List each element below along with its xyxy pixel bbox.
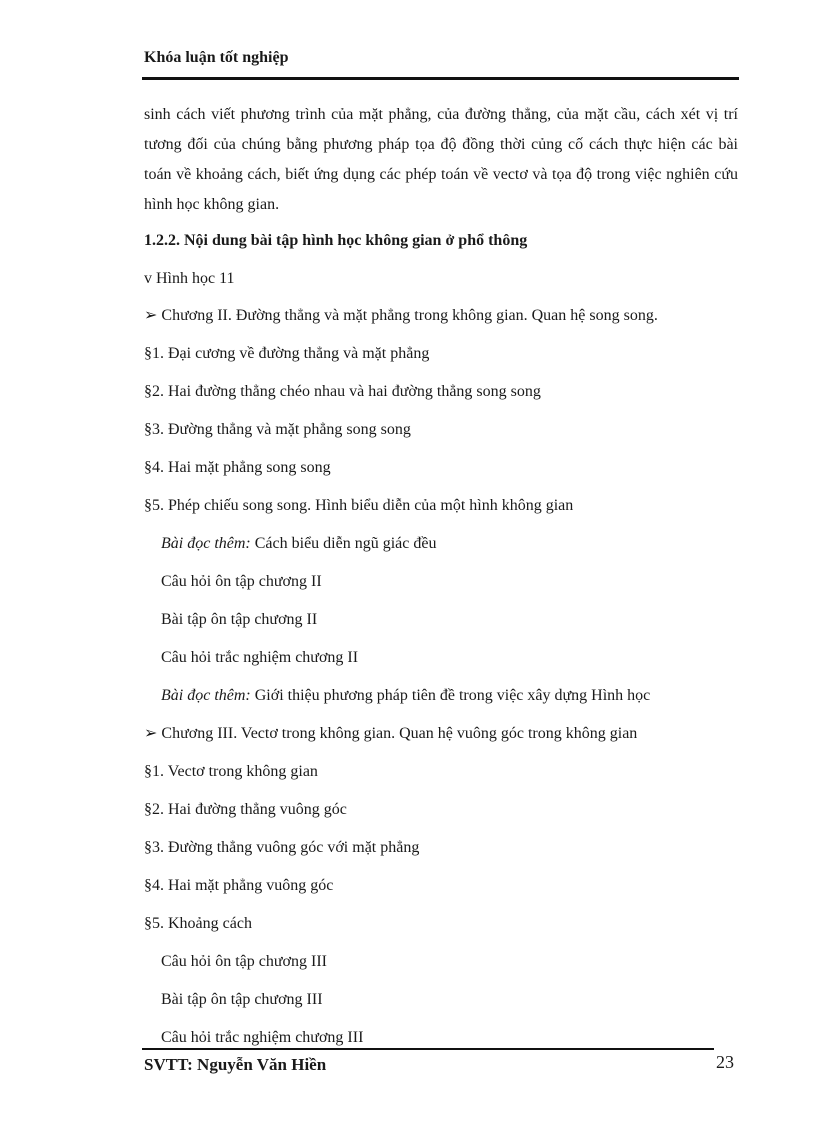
page-number: 23 [716, 1052, 734, 1072]
list-item-chuong-3: ➢ Chương III. Vectơ trong không gian. Quan hệ vuông góc trong không gian [144, 725, 638, 742]
list-item: §1. Vectơ trong không gian [144, 763, 318, 780]
list-item: §1. Đại cương về đường thẳng và mặt phẳng [144, 345, 430, 362]
footer-author: SVTT: Nguyễn Văn Hiền [144, 1055, 327, 1074]
footer-divider [142, 1048, 714, 1050]
header-divider [142, 77, 739, 80]
page-header-title: Khóa luận tốt nghiệp [144, 49, 289, 66]
list-item-hinh-hoc-11: v Hình học 11 [144, 270, 235, 287]
reading-label: Bài đọc thêm: [161, 535, 251, 552]
list-item: Câu hỏi ôn tập chương III [161, 953, 327, 970]
reading-text: Cách biểu diễn ngũ giác đều [250, 535, 437, 552]
list-item: Bài tập ôn tập chương II [161, 611, 318, 628]
list-item: Câu hỏi ôn tập chương II [161, 573, 322, 590]
list-item-reading [161, 686, 650, 706]
list-item-reading [161, 534, 436, 554]
list-item: §2. Hai đường thẳng vuông góc [144, 801, 347, 818]
list-item: §2. Hai đường thẳng chéo nhau và hai đường thẳng song song [144, 383, 541, 400]
intro-paragraph: sinh cách viết phương trình của mặt phẳng, của đường thẳng, của mặt cầu, cách xét vị trí tương đối của chúng bằng phương pháp tọa độ đồng thời củng cố cách thực hiện các bài toán về khoảng cách, biết ứng dụng các phép toán về vectơ và tọa độ trong việc nghiên cứu hình học không gian. [144, 106, 738, 213]
list-item: §4. Hai mặt phẳng vuông góc [144, 877, 334, 894]
list-item: §5. Khoảng cách [144, 915, 252, 932]
list-item: Câu hỏi trắc nghiệm chương III [161, 1029, 364, 1046]
list-item: §4. Hai mặt phẳng song song [144, 459, 331, 476]
reading-label: Bài đọc thêm: [161, 687, 251, 704]
list-item: Câu hỏi trắc nghiệm chương II [161, 649, 359, 666]
list-item-chuong-2: ➢ Chương II. Đường thẳng và mặt phẳng trong không gian. Quan hệ song song. [144, 307, 658, 324]
list-item: §5. Phép chiếu song song. Hình biểu diễn của một hình không gian [144, 497, 574, 514]
list-item: §3. Đường thẳng vuông góc với mặt phẳng [144, 839, 420, 856]
reading-text: Giới thiệu phương pháp tiên đề trong việc xây dựng Hình học [250, 687, 651, 704]
list-item: Bài tập ôn tập chương III [161, 991, 323, 1008]
list-item: §3. Đường thẳng và mặt phẳng song song [144, 421, 411, 438]
section-heading: 1.2.2. Nội dung bài tập hình học không gian ở phổ thông [144, 232, 528, 249]
